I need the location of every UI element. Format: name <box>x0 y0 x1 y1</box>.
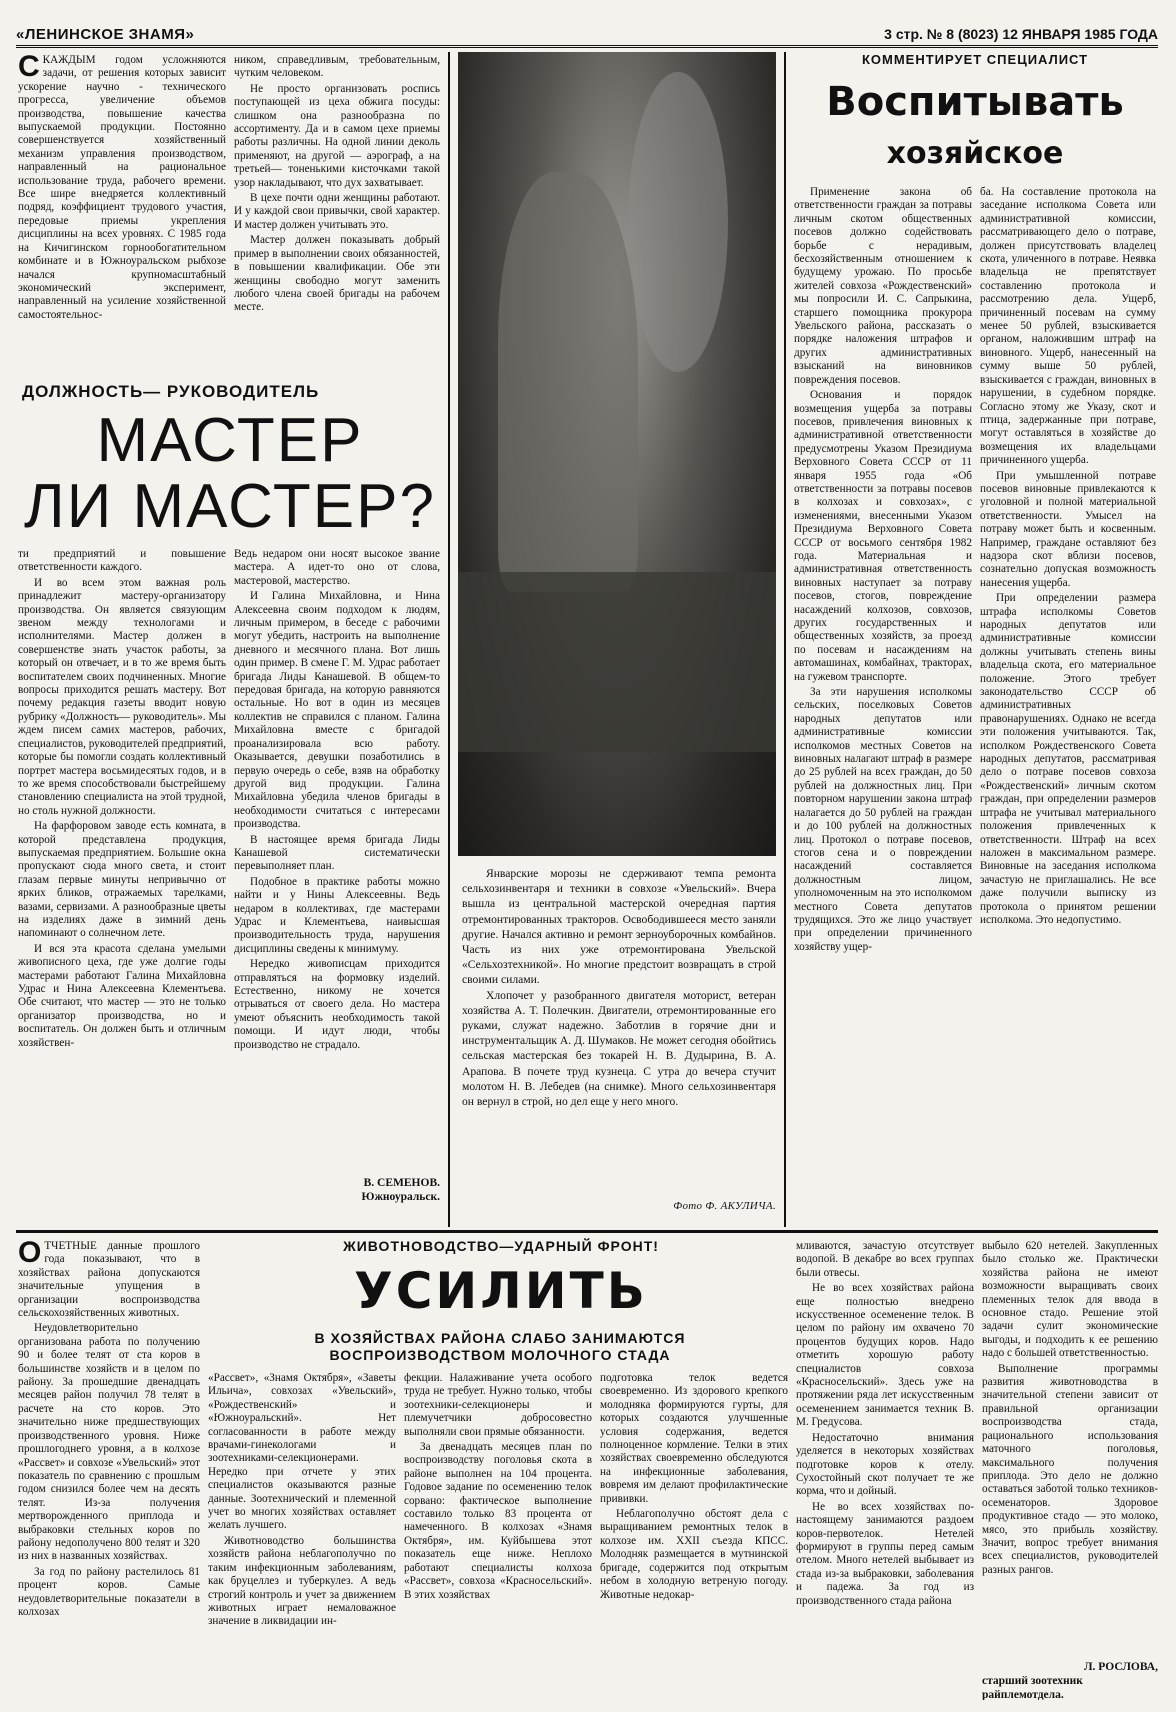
master-top-col2 <box>234 54 440 376</box>
photo-figure-highlight <box>628 72 728 372</box>
paragraph: ником, справедливым, требовательным, чутким человеком. <box>234 54 440 80</box>
paragraph: И во всем этом важная роль принадлежит мастеру-организатору производства. Он является связующим звеном между технологами и исполнителями. Мастер должен в совершенстве знать участок работы, за который он отвечает, и в то же время быть воспитателем своих подчиненных. Многие вопросы приходится решать мастеру. Вот почему редакция газеты вводит новую рубрику «Должность— руководитель». Мы ждем писем самих мастеров, рабочих, специалистов, руководителей предприятий, которые бы помогли создать коллективный портрет мастера восьмидесятых годов, и в то же время способствовали быстрейшему становлению специалиста на этой трудной, но столь нужной должности. <box>18 576 226 817</box>
paragraph: ТЧЕТНЫЕ данные прошлого года показывают, что в хозяйствах района допускаются значительные упущения в организации воспроизводства сельскохозяйственных животных. <box>18 1240 200 1320</box>
paragraph: Животноводство большинства хозяйств района неблагополучно по таким инфекционным заболеваниям, как бруцеллез и туберкулез. А ведь строгий контроль и учет за движением животных играет немаловажное значение в ликвидации ин- <box>208 1534 396 1628</box>
paragraph: За эти нарушения исполкомы сельских, поселковых Советов народных депутатов или административные комиссии исполкомов местных Советов на виновных налагают штраф в размере до 25 рублей на всех граждан, до 50 рублей на должностных лиц. При повторном нарушении закона штраф налагается до 50 рублей на граждан и до 100 рублей на должностных лиц. Протокол о потраве посевов, стогов сена и о повреждении насаждений составляется должностным лицом, уполномоченным на это исполкомом местного Совета депутатов трудящихся. Это же лицо участвует при определении причиненного хозяйству ущер- <box>794 686 972 953</box>
master-bottom-col1 <box>18 548 226 1216</box>
paragraph: Неблагополучно обстоят дела с выращиванием ремонтных телок в колхозе им. XXII съезда КПСС. Молодняк размещается в мутнинской бригаде, содержится под открытым небом в холодную ветреную погоду. Животные недокар- <box>600 1508 788 1601</box>
paragraph: Нередко живописцам приходится отправляться на формовку изделий. Естественно, никому не хочется отрываться от своего дела. Но мастера умеют объяснить необходимость такой помощи. И идут люди, чтобы производство не страдало. <box>234 958 440 1051</box>
paragraph: Не во всех хозяйствах района еще полностью внедрено искусственное осеменение телок. В целом по району им охвачено 70 процентов будущих коров. Надо отметить хорошую работу специалистов совхоза «Красносельский». Здесь уже на протяжении ряда лет искусственным осеменением занимается техник В. М. Гредусова. <box>796 1282 974 1429</box>
paragraph: Не просто организовать роспись поступающей из цеха обжига посуды: слишком она разнообразна по ассортименту. Да и в самом цехе приемы работы различны. На одной линии деколь применяют, на другой — аэрограф, а на третьей— тоненькими кисточками такой узор накладывают, что дух захватывает. <box>234 82 440 189</box>
article-title-line2: ЛИ МАСТЕР? <box>24 474 436 541</box>
article-title-line1: МАСТЕР <box>96 408 364 475</box>
control-signature <box>982 1660 1158 1700</box>
column-rule <box>448 52 450 1227</box>
paragraph: Мастер должен показывать добрый пример в выполнении своих обязанностей, в повышении квалификации. Обе эти женщины свободно могут заменить любого члена своей бригады на рабочем месте. <box>234 234 440 314</box>
paragraph: подготовка телок ведется своевременно. Из здорового крепкого молодняка формируются гурты, для которых создаются улучшенные условия содержания, ведется полноценное кормление. Телки в этих хозяйствах своевременно обследуются на инфекционные заболевания, вовремя им делают профилактические прививки. <box>600 1372 788 1505</box>
photo-credit: Фото Ф. АКУЛИЧА. <box>673 1200 776 1212</box>
paragraph: При умышленной потраве посевов виновные привлекаются к уголовной и полной материальной ответственности. Умысел на потраву может быть и косвенным. Например, граждане оставляют без надзора скот вблизи посевов, сознательно допуская возможность нанесения ущерба. <box>980 469 1156 589</box>
paragraph: В настоящее время бригада Лиды Канашевой систематически перевыполняет план. <box>234 833 440 873</box>
control-rubric: ЖИВОТНОВОДСТВО—УДАРНЫЙ ФРОНТ! <box>343 1238 659 1254</box>
master-bottom-col2 <box>234 548 440 1166</box>
section-rule <box>16 1230 1158 1233</box>
control-col2 <box>208 1372 396 1700</box>
paragraph: За двенадцать месяцев план по воспроизводству поголовья скота в районе выполнен на 104 процента. Годовое задание по осеменению телок сорвано: фактическое выполнение составило только 83 процента от намеченного. В колхозах «Знамя Октября», им. Куйбышева этот показатель еще ниже. Неплохо работают специалисты колхоза «Рассвет», совхоза «Красносельский». В этих хозяйствах <box>404 1441 592 1601</box>
paragraph: Основания и порядок возмещения ущерба за потравы посевов, привлечения виновных к административной ответственности предусмотрены Указом Президиума Верховного Совета СССР от 11 января 1955 года «Об ответственности за потравы посевов в колхозах и совхозах», с изменениями, внесенными Указом Президиума Верховного Совета СССР от восьмого сентября 1982 года. Материальная и административная ответственность виновных наступает за потраву посевов, стогов, повреждение насаждений колхозов, совхозов, других государственных и общественных хозяйств, за проезд по посевам и насаждениям на автомашинах, комбайнах, тракторах, на гужевом транспорте. <box>794 389 972 683</box>
paragraph: Подобное в практике работы можно найти и у Нины Алексеевны. Ведь недаром в коллективах, где мастерами Удрас и Клементьева, наивысшая производительность труда, нарушения дисциплины сведены к минимуму. <box>234 875 440 955</box>
control-subtitle: В ХОЗЯЙСТВАХ РАЙОНА СЛАБО ЗАНИМАЮТСЯ ВОСПРОИЗВОДСТВОМ МОЛОЧНОГО СТАДА <box>314 1330 686 1363</box>
paragraph: ти предприятий и повышение ответственности каждого. <box>18 548 226 574</box>
photo-caption <box>462 866 776 1196</box>
photo-blacksmith <box>458 52 776 856</box>
photo-figure <box>498 172 638 592</box>
caption-paragraph: Хлопочет у разобранного двигателя моторист, ветеран хозяйства А. Т. Полечкин. Двигатели, отремонтированные его руками, служат надежно. Заботлив в горячие дни и инструментальщик А. Д. Шумаков. Не может сегодня обойтись сельская мастерская без токарей Н. В. Дудырина, В. А. Арапова. В почете труд кузнеца. С утра до вечера стучит молотом Н. В. Лебедев (на снимке). Много сельхозинвентаря он вернул в строй, но дел еще у него много. <box>462 988 776 1109</box>
specialist-title-line2: хозяйское <box>886 136 1064 171</box>
control-col5 <box>796 1240 974 1700</box>
column-rule <box>784 52 786 1227</box>
control-col4 <box>600 1372 788 1700</box>
paragraph: фекции. Налаживание учета особого труда не требует. Нужно только, чтобы зоотехники-селекционеры и племучетчики добросовестно выполняли свои прямые обязанности. <box>404 1372 592 1438</box>
article-rubric: ДОЛЖНОСТЬ— РУКОВОДИТЕЛЬ <box>22 382 320 401</box>
paragraph: Неудовлетворительно организована работа по получению 90 и более телят от ста коров в большинстве хозяйств и в целом по району. За прошедшие двенадцать месяцев район получил 78 телят в расчете на сто коров. Это значительно ниже предшествующих производственного уровня. Ниже прошлогоднего уровня, а в колхозе «Рассвет» и совхозе «Увельский» этот показатель по сравнению с прошлым годом снизился более чем на десять телят. Из-за получения мертворожденного приплода и выбраковки стельных коров по району недополучено 800 телят и 320 из них в названных хозяйствах. <box>18 1322 200 1563</box>
paragraph: Недостаточно внимания уделяется в некоторых хозяйствах подготовке коров к отелу. Сухостойный скот получает те же корма, что и дойный. <box>796 1431 974 1498</box>
caption-paragraph: Январские морозы не сдерживают темпа ремонта сельхозинвентаря и техники в совхозе «Увельский». Вчера вышла из центральной мастерской очередная партия отремонтированных тракторов. Освободившееся место заняли другие. Начался активно и ремонт зерноуборочных комбайнов. Часть из них уже отремонтирована Увельской «Сельхозтехникой». Но многие предстоит возвращать в строй своими силами. <box>462 867 776 987</box>
paragraph: И вся эта красота сделана умелыми живописного цеха, где уже долгие годы мастерами работают Галина Михайловна Удрас и Нина Алексеевна Клементьева. Обе считают, что мастер — это не только организатор производства, но и воспитатель. Он должен быть и отличным хозяйствен- <box>18 942 226 1049</box>
issue-info: 3 стр. № 8 (8023) 12 ЯНВАРЯ 1985 ГОДА <box>884 26 1158 42</box>
paragraph: выбыло 620 нетелей. Закупленных было столько же. Практически хозяйства района не имеют возможности выращивать своих племенных телок для ввода в основное стадо. Решение этой задачи сулит экономические выгоды, и подходить к ее решению надо с большей ответственностью. <box>982 1240 1158 1360</box>
drop-cap: С <box>18 54 40 83</box>
paragraph: «Рассвет», «Знамя Октября», «Заветы Ильича», совхозах «Увельский», «Рождественский» и «Южноуральский». Нет согласованности в работе между врачами-гинекологами и зоотехниками-селекционерами. Нередко при отчете у этих специалистов оказываются разные данные. Зоотехнический и племенной учет во многих хозяйствах оставляет желать лучшего. <box>208 1372 396 1532</box>
photo-foreground <box>458 572 776 752</box>
paragraph: ба. На составление протокола на заседание исполкома Совета или административной комиссии, рассматривающего дело о потраве, должен присутствовать владелец скота, уличенного в потраве. Неявка владельца не препятствует составлению протокола и рассмотрению дела. Ущерб, причиненный посевам на сумму менее 50 рублей, взыскивается органом, наложившим штраф на виновного. Ущерб, нанесенный на сумму выше 50 рублей, взыскивается с граждан, виновных в нарушении, в судебном порядке. Согласно этому же Указу, скот и птица, задержанные при потраве, могут оставляться в хозяйстве до возмещения их владельцами причиненного ущерба. <box>980 186 1156 467</box>
paragraph: За год по району растелилось 81 процент коров. Самые неудовлетворительные показатели в колхозах <box>18 1565 200 1618</box>
paragraph: Применение закона об ответственности граждан за потравы личным скотом общественных посевов должно содействовать борьбе с нерадивым, бесхозяйственным отношением к будущему урожаю. По просьбе жителей совхоза «Рождественский» мы попросили И. С. Сапрыкина, старшего помощника прокурора Увельского района, рассказать о порядке наложения штрафов и других административных взысканий на виновников повреждения посевов. <box>794 186 972 386</box>
newspaper-name: «ЛЕНИНСКОЕ ЗНАМЯ» <box>16 26 195 43</box>
page-header <box>16 24 1158 48</box>
author-place: Южноуральск. <box>361 1191 440 1203</box>
author-name: В. СЕМЕНОВ. <box>363 1177 440 1189</box>
control-col1 <box>18 1240 200 1700</box>
master-signature <box>234 1176 440 1208</box>
specialist-title-line1: Воспитывать <box>826 79 1124 125</box>
author-name: Л. РОСЛОВА, <box>1083 1661 1158 1673</box>
master-top-col1 <box>18 54 226 376</box>
paragraph: И Галина Михайловна, и Нина Алексеевна своим подходом к людям, личным примером, в беседе с рабочими могут убедить, настроить на выполнение дневного и месячного плана. Вот лишь один пример. В смене Г. М. Удрас работает бригада Лиды Канашевой. В общем-то передовая бригада, на которую равняются остальные. Но вот в один из месяцев коллектив не справился с планом. Галина Михайловна вместе с бригадой проанализировала всю работу. Оказывается, девушки позаботились в первую очередь о себе, взяв на обработку другой вид продукции. Галина Михайловна убедила членов бригады в необходимости считаться с интересами производства. <box>234 590 440 831</box>
drop-cap: О <box>18 1240 42 1269</box>
paragraph: В цехе почти одни женщины работают. И у каждой свои привычки, свой характер. И мастер должен учитывать это. <box>234 192 440 231</box>
specialist-col1 <box>794 186 972 1216</box>
control-col6 <box>982 1240 1158 1656</box>
paragraph: При определении размера штрафа исполкомы Советов народных депутатов или административные комиссии должны учитывать степень вины владельца скота, его материальное положение. Этого требует законодательство СССР об административных правонарушениях. Однако не всегда эти положения учитываются. Так, исполком Рождественского Совета народных депутатов, рассматривая дело о потраве посевов совхоза «Рождественский» личным скотом граждан, при определении размеров штрафа не учитывал материального положения привлеченных к ответственности. Штраф на всех наложен в максимальном размере. Виновные на заседания исполкома зачастую не приглашались. Не все даже получили выписку из протокола о принятом решении исполкома. Это недопустимо. <box>980 592 1156 926</box>
paragraph: На фарфоровом заводе есть комната, в которой представлена продукция, выпускаемая предприятием. Большие окна пропускают сюда много света, и стоит глазам первые минуты непривычно от ярких бликов, отражаемых тарелками, вазами, сервизами. А разнообразные цветы на изделиях даже в зимний день напоминают о солнечном лете. <box>18 820 226 940</box>
author-role: старший зоотехник райплемотдела. <box>982 1675 1083 1700</box>
paragraph: КАЖДЫМ годом усложняются задачи, от решения которых зависит ускорение научно - технического прогресса, увеличение объемов производства, повышение качества выпускаемой продукции. Постоянно совершенствуется хозяйственный механизм управления производством, направленный на рациональное использование труда, рабочего времени. Все шире внедряется коллективный подряд, коэффициент трудового участия, передовые приемы укрепления дисциплины на всех уровнях. С 1985 года на Кичигинском горнообогатительном комбинате и в Южноуральском рыбхозе начался крупномасштабный экономический эксперимент, направленный на усиление хозяйственной самостоятельнос- <box>18 54 226 321</box>
paragraph: Выполнение программы развития животноводства в значительной степени зависит от правильной организации воспроизводства стада, рационального использования маточного поголовья, максимального получения приплода. Это дело не должно оставаться заботой только техников-осеменаторов. Здоровое продуктивное стадо — это молоко, мясо, это прибыль хозяйству. Значит, вопрос требует внимания всех специалистов, руководителей разных рангов. <box>982 1362 1158 1576</box>
specialist-rubric: КОММЕНТИРУЕТ СПЕЦИАЛИСТ <box>861 52 1089 67</box>
paragraph: мливаются, зачастую отсутствует водопой. В декабре во всех группах были отвесы. <box>796 1240 974 1279</box>
paragraph: Не во всех хозяйствах по-настоящему занимаются раздоем коров-первотелок. Нетелей формируют в группы перед самым отелом. Много нетелей выбывает из стада из-за выбраковки, заболевания и падежа. За год из производственного стада района <box>796 1500 974 1607</box>
paragraph: Ведь недаром они носят высокое звание мастера. А идет-то оно от слова, мастеровой, мастерство. <box>234 548 440 587</box>
control-title: УСИЛИТЬ <box>354 1262 648 1320</box>
control-col3 <box>404 1372 592 1700</box>
specialist-col2 <box>980 186 1156 1216</box>
